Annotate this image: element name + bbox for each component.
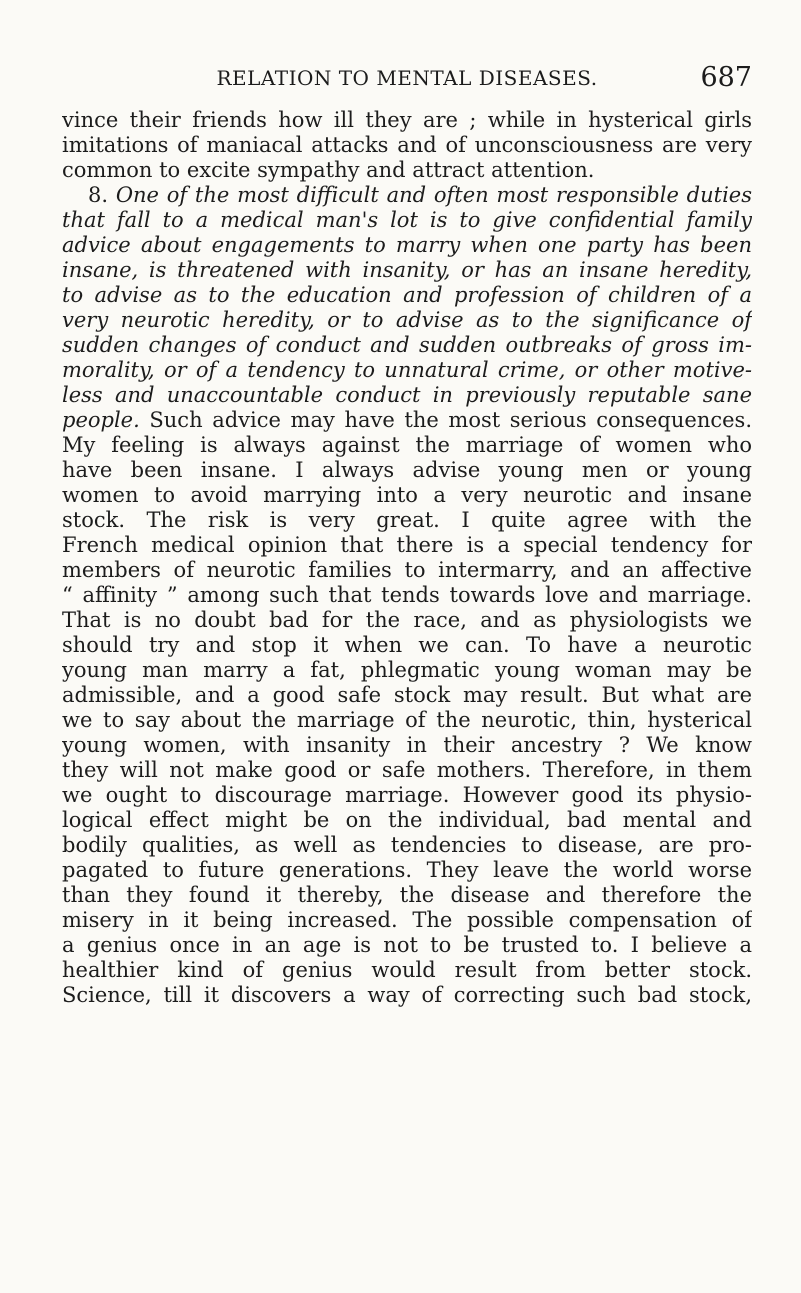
text-line	[62, 483, 752, 508]
running-title: RELATION TO MENTAL DISEASES.	[216, 66, 598, 90]
italic-text: that fall to a medical man's lot is to give confidential family	[62, 208, 752, 232]
text-run: French medical opinion that there is a special tendency for	[62, 533, 752, 557]
italic-text: insane, is threatened with insanity, or has an insane heredity,	[62, 258, 752, 282]
text-run: stock. The risk is very great. I quite agree with the	[62, 508, 752, 532]
text-line	[62, 433, 752, 458]
text-line	[62, 558, 752, 583]
text-run: admissible, and a good safe stock may result. But what are	[62, 683, 752, 707]
italic-text: One of the most difficult and often most responsible duties	[115, 183, 752, 207]
text-run: pagated to future generations. They leave the world worse	[62, 858, 752, 882]
text-line	[62, 108, 752, 133]
text-line	[62, 908, 752, 933]
running-head	[62, 62, 752, 98]
text-run: “ affinity ” among such that tends towards love and marriage.	[62, 583, 752, 607]
text-run: logical effect might be on the individual, bad mental and	[62, 808, 752, 832]
text-run: vince their friends how ill they are ; while in hysterical girls	[62, 108, 752, 132]
text-line	[62, 133, 752, 158]
text-line	[62, 158, 752, 183]
text-run: misery in it being increased. The possible compensation of	[62, 908, 752, 932]
text-line	[62, 958, 752, 983]
text-line	[62, 383, 752, 408]
text-run: Science, till it discovers a way of correcting such bad stock,	[62, 983, 752, 1007]
text-run: healthier kind of genius would result from better stock.	[62, 958, 752, 982]
text-line	[62, 508, 752, 533]
text-line	[62, 233, 752, 258]
text-run: bodily qualities, as well as tendencies to disease, are pro-	[62, 833, 752, 857]
text-run: 8.	[88, 183, 116, 207]
text-line	[62, 658, 752, 683]
text-run: they will not make good or safe mothers. Therefore, in them	[62, 758, 752, 782]
text-line	[62, 283, 752, 308]
text-line	[62, 608, 752, 633]
text-run: we ought to discourage marriage. However good its physio-	[62, 783, 752, 807]
text-line	[62, 783, 752, 808]
italic-text: sudden changes of conduct and sudden outbreaks of gross im-	[62, 333, 752, 357]
text-run: have been insane. I always advise young men or young	[62, 458, 752, 482]
text-line	[62, 408, 752, 433]
italic-text: advice about engagements to marry when one party has been	[62, 233, 752, 257]
text-line	[62, 333, 752, 358]
text-run: we to say about the marriage of the neurotic, thin, hysterical	[62, 708, 752, 732]
text-run: should try and stop it when we can. To have a neurotic	[62, 633, 752, 657]
text-line	[62, 683, 752, 708]
italic-text: very neurotic heredity, or to advise as to the significance of	[62, 308, 752, 332]
text-line	[62, 733, 752, 758]
italic-text: morality, or of a tendency to unnatural crime, or other motive-	[62, 358, 752, 382]
text-line	[62, 933, 752, 958]
text-line	[62, 208, 752, 233]
text-run: than they found it thereby, the disease and therefore the	[62, 883, 752, 907]
text-run: members of neurotic families to intermarry, and an affective	[62, 558, 752, 582]
text-run: Such advice may have the most serious consequences.	[139, 408, 752, 432]
text-line	[62, 308, 752, 333]
text-run: common to excite sympathy and attract attention.	[62, 158, 595, 182]
text-line	[62, 858, 752, 883]
text-line	[62, 258, 752, 283]
text-line	[62, 533, 752, 558]
text-line	[62, 808, 752, 833]
text-run: That is no doubt bad for the race, and as physiologists we	[62, 608, 752, 632]
text-line	[62, 183, 752, 208]
text-line	[62, 633, 752, 658]
text-line	[62, 983, 752, 1008]
text-line	[62, 758, 752, 783]
italic-text: to advise as to the education and profession of children of a	[62, 283, 752, 307]
page-number: 687	[700, 62, 752, 93]
text-run: young women, with insanity in their ancestry ? We know	[62, 733, 752, 757]
text-run: My feeling is always against the marriage of women who	[62, 433, 752, 457]
text-line	[62, 458, 752, 483]
text-run: women to avoid marrying into a very neurotic and insane	[62, 483, 752, 507]
italic-text: people.	[62, 408, 140, 432]
italic-text: less and unaccountable conduct in previously reputable sane	[62, 383, 752, 407]
text-line	[62, 358, 752, 383]
text-line	[62, 708, 752, 733]
body-text	[62, 108, 752, 1008]
text-run: young man marry a fat, phlegmatic young woman may be	[62, 658, 752, 682]
text-line	[62, 833, 752, 858]
text-run: imitations of maniacal attacks and of unconsciousness are very	[62, 133, 752, 157]
text-line	[62, 583, 752, 608]
text-line	[62, 883, 752, 908]
text-run: a genius once in an age is not to be trusted to. I believe a	[62, 933, 752, 957]
